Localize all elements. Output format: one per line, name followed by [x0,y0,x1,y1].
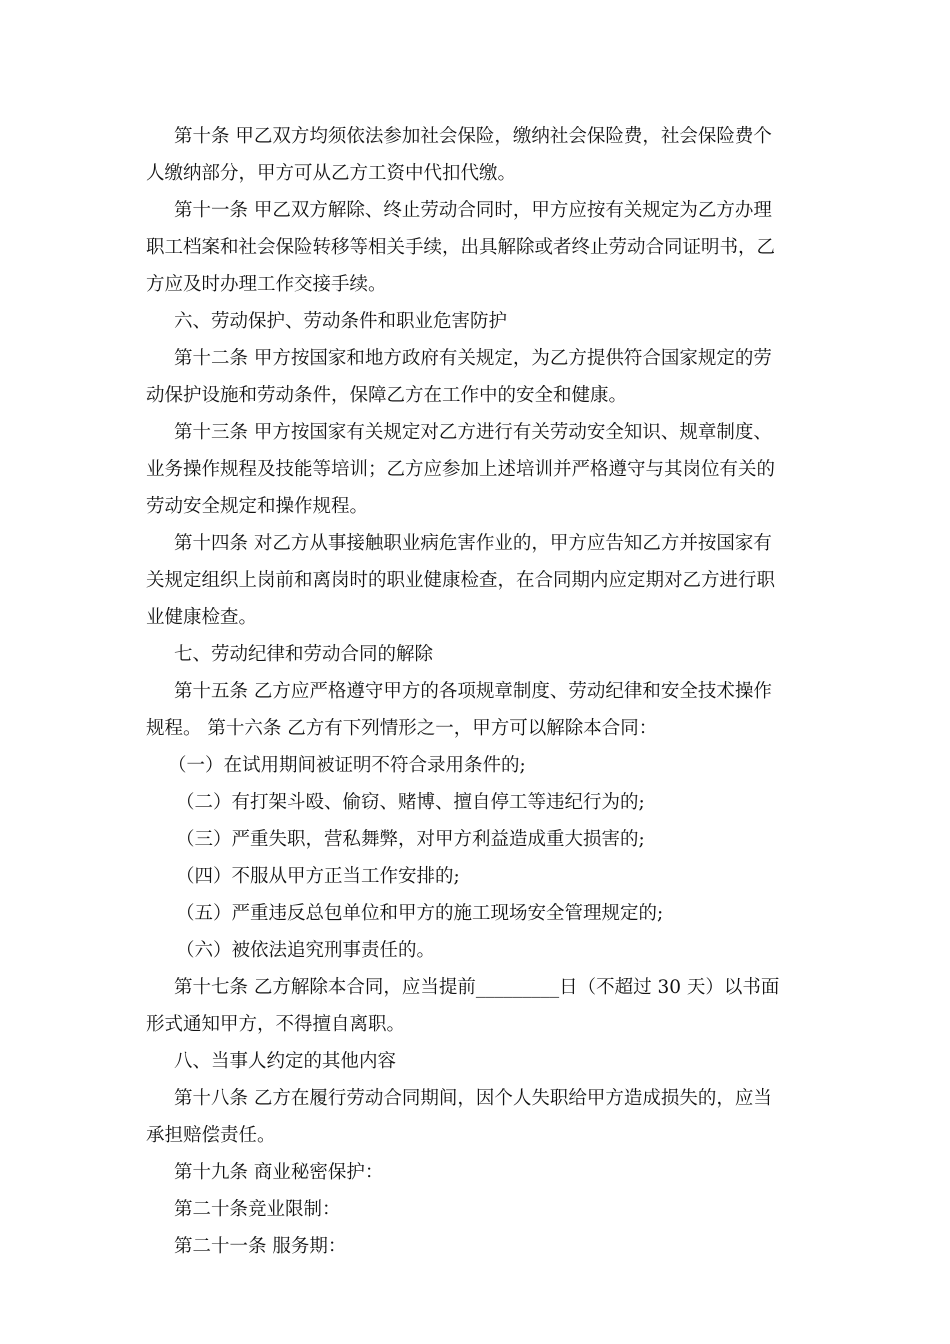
paragraph-item5 [146,895,798,932]
paragraph-sec7 [146,636,798,673]
text-line: 第十三条 甲方按国家有关规定对乙方进行有关劳动安全知识、规章制度、 [174,422,772,443]
paragraph-sec6 [146,303,798,340]
paragraph-art19 [146,1154,798,1191]
text-line: 业务操作规程及技能等培训；乙方应参加上述培训并严格遵守与其岗位有关的 [146,459,776,480]
text-line: 第十五条 乙方应严格遵守甲方的各项规章制度、劳动纪律和安全技术操作 [174,681,772,702]
text-line: 动保护设施和劳动条件，保障乙方在工作中的安全和健康。 [146,385,628,406]
text-line: 第十二条 甲方按国家和地方政府有关规定，为乙方提供符合国家规定的劳 [174,348,772,369]
text-line: 七、劳动纪律和劳动合同的解除 [174,644,434,665]
paragraph-art20 [146,1191,798,1228]
text-line: 业健康检查。 [146,607,258,628]
paragraph-item6 [146,932,798,969]
paragraph-item1 [146,747,798,784]
paragraph-art11 [146,192,798,303]
text-line: 第十九条 商业秘密保护： [174,1162,384,1183]
text-line: 第二十一条 服务期： [174,1236,347,1257]
text-line: 承担赔偿责任。 [146,1125,276,1146]
paragraph-item2 [146,784,798,821]
text-line: （六）被依法追究刑事责任的。 [176,940,436,961]
paragraph-art12 [146,340,798,414]
paragraph-item3 [146,821,798,858]
text-line: 劳动安全规定和操作规程。 [146,496,369,517]
paragraph-art13 [146,414,798,525]
text-line: 规程。 第十六条 乙方有下列情形之一，甲方可以解除本合同： [146,718,658,739]
text-line: （三）严重失职，营私舞弊，对甲方利益造成重大损害的; [176,829,645,850]
paragraph-art21 [146,1228,798,1265]
text-line: 形式通知甲方，不得擅自离职。 [146,1014,406,1035]
text-line: （四）不服从甲方正当工作安排的; [176,866,460,887]
text-line: （一）在试用期间被证明不符合录用条件的; [168,755,526,776]
text-line: 第十条 甲乙双方均须依法参加社会保险，缴纳社会保险费，社会保险费个 [174,126,772,147]
text-line: 六、劳动保护、劳动条件和职业危害防护 [174,311,508,332]
text-line: 第十八条 乙方在履行劳动合同期间，因个人失职给甲方造成损失的，应当 [174,1088,772,1109]
paragraph-item4 [146,858,798,895]
text-line: 关规定组织上岗前和离岗时的职业健康检查，在合同期内应定期对乙方进行职 [146,570,776,591]
paragraph-art18 [146,1080,798,1154]
paragraph-art10 [146,118,798,192]
text-line: 职工档案和社会保险转移等相关手续，出具解除或者终止劳动合同证明书，乙 [146,237,776,258]
text-line: （五）严重违反总包单位和甲方的施工现场安全管理规定的; [176,903,664,924]
text-line: 方应及时办理工作交接手续。 [146,274,387,295]
text-line: 第十一条 甲乙双方解除、终止劳动合同时，甲方应按有关规定为乙方办理 [174,200,772,221]
paragraph-art14 [146,525,798,636]
text-line: 第十四条 对乙方从事接触职业病危害作业的，甲方应告知乙方并按国家有 [174,533,772,554]
paragraph-art15 [146,673,798,747]
paragraph-sec8 [146,1043,798,1080]
paragraph-art17 [146,969,798,1043]
text-line: （二）有打架斗殴、偷窃、赌博、擅自停工等违纪行为的; [176,792,645,813]
text-line: 第十七条 乙方解除本合同，应当提前_________日（不超过 30 天）以书面 [174,977,780,998]
document-body [146,118,798,1265]
text-line: 第二十条竞业限制： [174,1199,341,1220]
text-line: 人缴纳部分，甲方可从乙方工资中代扣代缴。 [146,163,517,184]
text-line: 八、当事人约定的其他内容 [174,1051,397,1072]
